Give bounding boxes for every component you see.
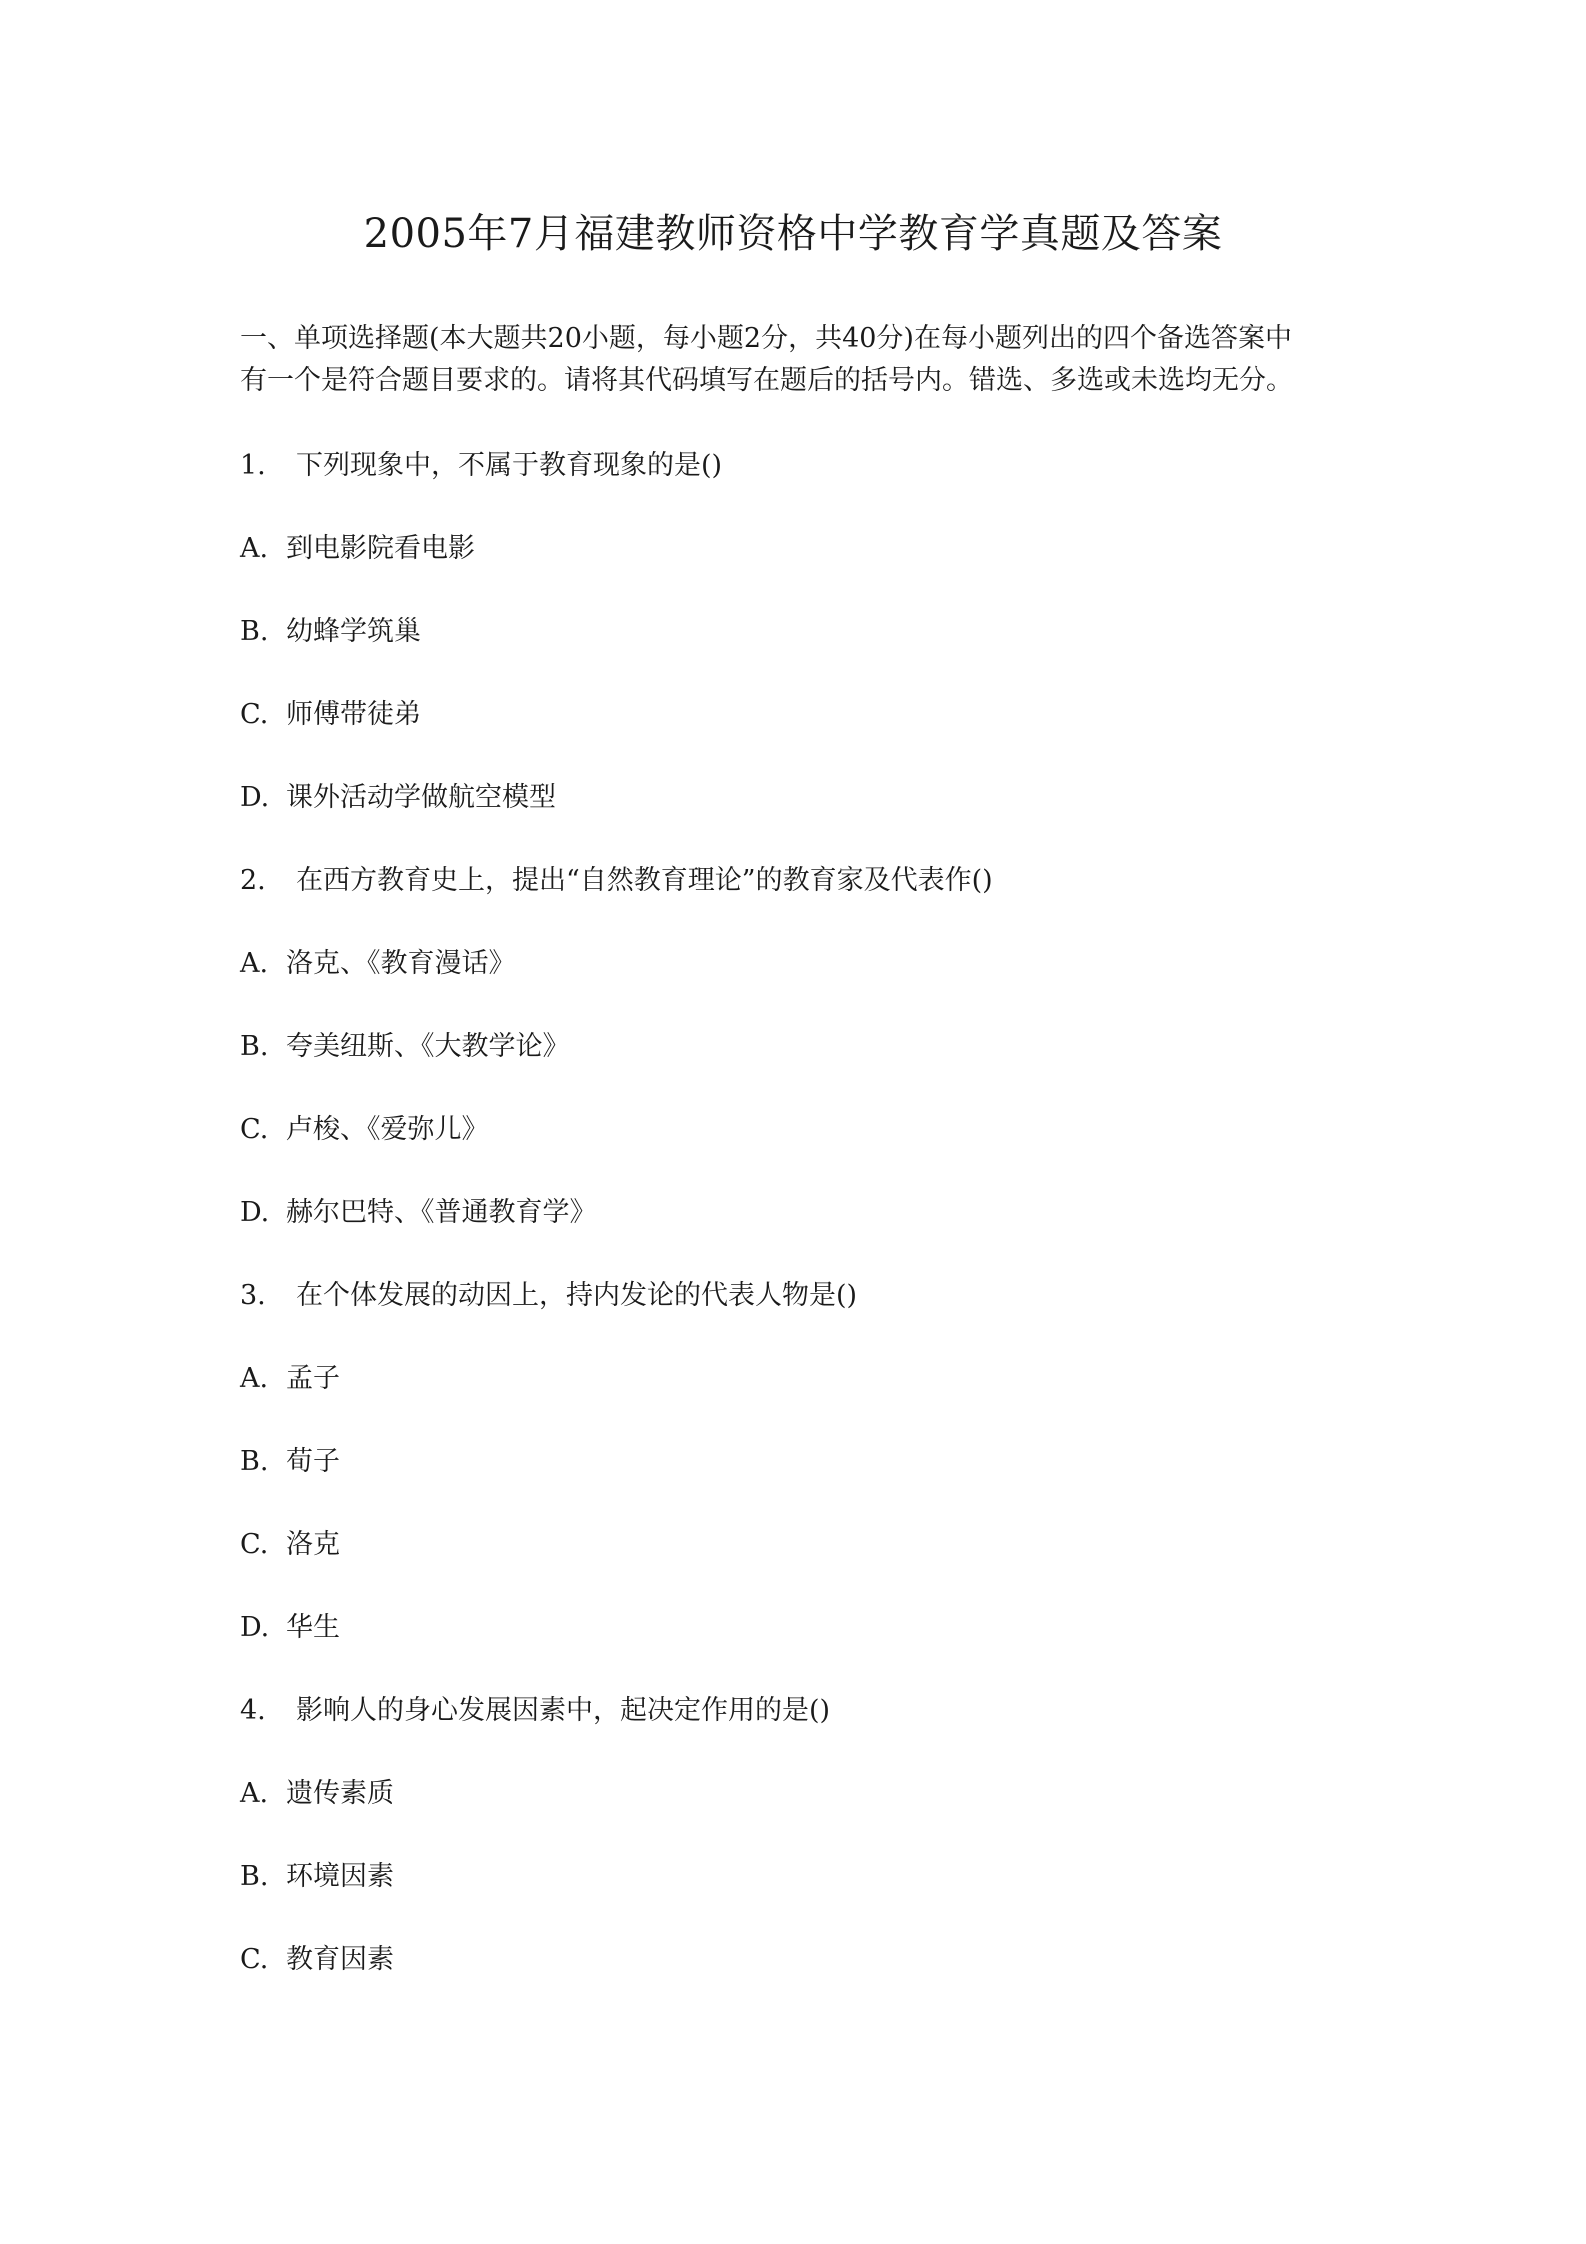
option-label: D. [240, 1612, 270, 1643]
question-number: 3. [240, 1280, 266, 1311]
option-text: 师傅带徒弟 [286, 699, 421, 730]
option-text: 幼蜂学筑巢 [286, 616, 421, 647]
option-text: 遗传素质 [286, 1778, 394, 1809]
question-4-option-a [240, 1774, 394, 1814]
question-3-option-d [240, 1608, 340, 1648]
option-label: A. [240, 1778, 269, 1809]
option-label: C. [240, 699, 269, 730]
question-number: 1. [240, 450, 266, 481]
question-4-option-c [240, 1940, 394, 1980]
option-text: 孟子 [286, 1363, 340, 1394]
question-4-stem [240, 1691, 830, 1731]
option-label: C. [240, 1944, 269, 1975]
option-label: D. [240, 782, 270, 813]
question-1-option-c [240, 695, 421, 735]
question-2-option-b [240, 1027, 570, 1067]
option-text: 夸美纽斯、《大教学论》 [286, 1031, 570, 1062]
question-3-option-b [240, 1442, 340, 1482]
option-label: A. [240, 1363, 269, 1394]
option-text: 到电影院看电影 [286, 533, 475, 564]
option-label: B. [240, 616, 269, 647]
question-3-option-c [240, 1525, 340, 1565]
question-2-option-a [240, 944, 516, 984]
question-text: 下列现象中，不属于教育现象的是() [296, 450, 723, 481]
option-text: 卢梭、《爱弥儿》 [286, 1114, 489, 1145]
option-text: 华生 [286, 1612, 340, 1643]
instructions-line-2: 有一个是符合题目要求的。请将其代码填写在题后的括号内。错选、多选或未选均无分。 [240, 365, 1293, 396]
option-text: 环境因素 [286, 1861, 394, 1892]
section-instructions [240, 318, 1360, 402]
option-label: B. [240, 1861, 269, 1892]
option-text: 赫尔巴特、《普通教育学》 [286, 1197, 597, 1228]
question-2-option-c [240, 1110, 489, 1150]
option-text: 荀子 [286, 1446, 340, 1477]
question-1-option-d [240, 778, 556, 818]
option-label: B. [240, 1446, 269, 1477]
question-text: 在个体发展的动因上，持内发论的代表人物是() [296, 1280, 858, 1311]
question-4-option-b [240, 1857, 394, 1897]
question-3-stem [240, 1276, 857, 1316]
option-text: 洛克、《教育漫话》 [286, 948, 516, 979]
question-1-option-a [240, 529, 475, 569]
document-title: 2005年7月福建教师资格中学教育学真题及答案 [363, 211, 1223, 257]
question-2-stem [240, 861, 993, 901]
question-1-stem [240, 446, 722, 486]
option-label: C. [240, 1529, 269, 1560]
question-3-option-a [240, 1359, 340, 1399]
question-2-option-d [240, 1193, 597, 1233]
option-text: 教育因素 [286, 1944, 394, 1975]
question-number: 4. [240, 1695, 266, 1726]
option-text: 课外活动学做航空模型 [286, 782, 556, 813]
option-label: D. [240, 1197, 270, 1228]
option-label: A. [240, 948, 269, 979]
instructions-line-1: 一、单项选择题(本大题共20小题，每小题2分，共40分)在每小题列出的四个备选答案中 [240, 323, 1292, 354]
question-text: 在西方教育史上，提出“自然教育理论”的教育家及代表作() [296, 865, 993, 896]
option-label: C. [240, 1114, 269, 1145]
option-label: A. [240, 533, 269, 564]
question-1-option-b [240, 612, 421, 652]
option-label: B. [240, 1031, 269, 1062]
question-number: 2. [240, 865, 266, 896]
question-text: 影响人的身心发展因素中，起决定作用的是() [296, 1695, 831, 1726]
option-text: 洛克 [286, 1529, 340, 1560]
